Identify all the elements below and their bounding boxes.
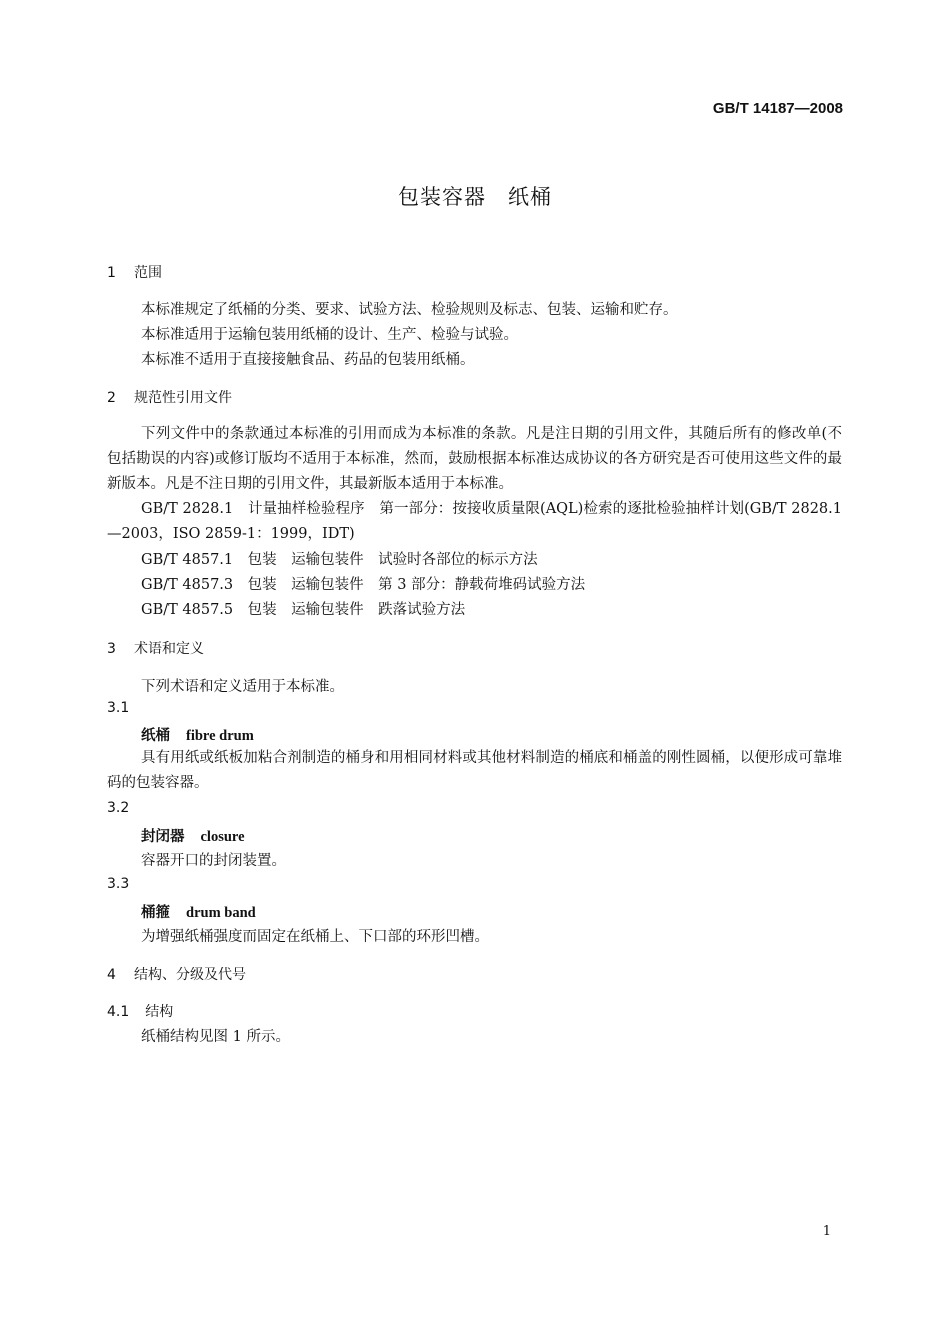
term-number: 3.1 [107,700,130,716]
subsection-4-1-heading [107,1001,173,1021]
paragraph: 下列文件中的条款通过本标准的引用而成为本标准的条款。凡是注日期的引用文件，其随后所有的修改单(不包括勘误的内容)或修订版均不适用于本标准，然而，鼓励根据本标准达成协议的各方研究是否可使用这些文件的最新版本。凡是不注日期的引用文件，其最新版本适用于本标准。 [107,426,842,492]
term-heading [141,901,256,922]
section-title: 规范性引用文件 [134,390,232,406]
term-zh: 纸桶 [141,727,170,744]
section-1-heading [107,262,162,282]
term-definition: 具有用纸或纸板加粘合剂制造的桶身和用相同材料或其他材料制造的桶底和桶盖的刚性圆桶，以便形成可靠堆码的包装容器。 [107,750,842,791]
section-4-heading [107,964,246,984]
section-title: 结构、分级及代号 [134,967,246,983]
reference-item: GB/T 2828.1 计量抽样检验程序 第一部分：按接收质量限(AQL)检索的逐批检验抽样计划(GB/T 2828.1—2003，ISO 2859-1：1999，IDT) [107,501,842,542]
term-definition: 为增强纸桶强度而固定在纸桶上、下口部的环形凹槽。 [141,929,489,945]
section-2-heading [107,387,232,407]
reference-item: GB/T 4857.5 包装 运输包装件 跌落试验方法 [141,602,466,618]
standard-code: GB/T 14187—2008 [712,100,843,117]
term-zh: 封闭器 [141,828,185,845]
paragraph: 本标准适用于运输包装用纸桶的设计、生产、检验与试验。 [141,327,518,343]
paragraph: 本标准不适用于直接接触食品、药品的包装用纸桶。 [141,352,475,368]
section-number: 4 [107,967,116,983]
term-zh: 桶箍 [141,904,170,921]
term-definition: 容器开口的封闭装置。 [141,853,286,869]
page-number: 1 [822,1224,831,1239]
term-number: 3.3 [107,876,130,892]
section-number: 1 [107,265,116,281]
term-number: 3.2 [107,800,130,816]
term-en: fibre drum [186,728,254,744]
section-number: 2 [107,390,116,406]
reference-item: GB/T 4857.3 包装 运输包装件 第 3 部分：静载荷堆码试验方法 [141,577,586,593]
paragraph: 本标准规定了纸桶的分类、要求、试验方法、检验规则及标志、包装、运输和贮存。 [141,302,678,318]
term-en: drum band [186,905,256,921]
section-title: 术语和定义 [134,641,204,657]
section-number: 3 [107,641,116,657]
paragraph: 纸桶结构见图 1 所示。 [141,1029,290,1045]
term-heading [141,724,254,745]
subsection-number: 4.1 [107,1004,130,1020]
term-en: closure [200,829,245,845]
term-heading [141,825,245,846]
section-3-heading [107,638,204,658]
paragraph: 下列术语和定义适用于本标准。 [141,679,344,695]
section-title: 范围 [134,265,162,281]
subsection-title: 结构 [145,1004,174,1020]
reference-item: GB/T 4857.1 包装 运输包装件 试验时各部位的标示方法 [141,552,538,568]
document-title: 包装容器 纸桶 [398,185,552,209]
